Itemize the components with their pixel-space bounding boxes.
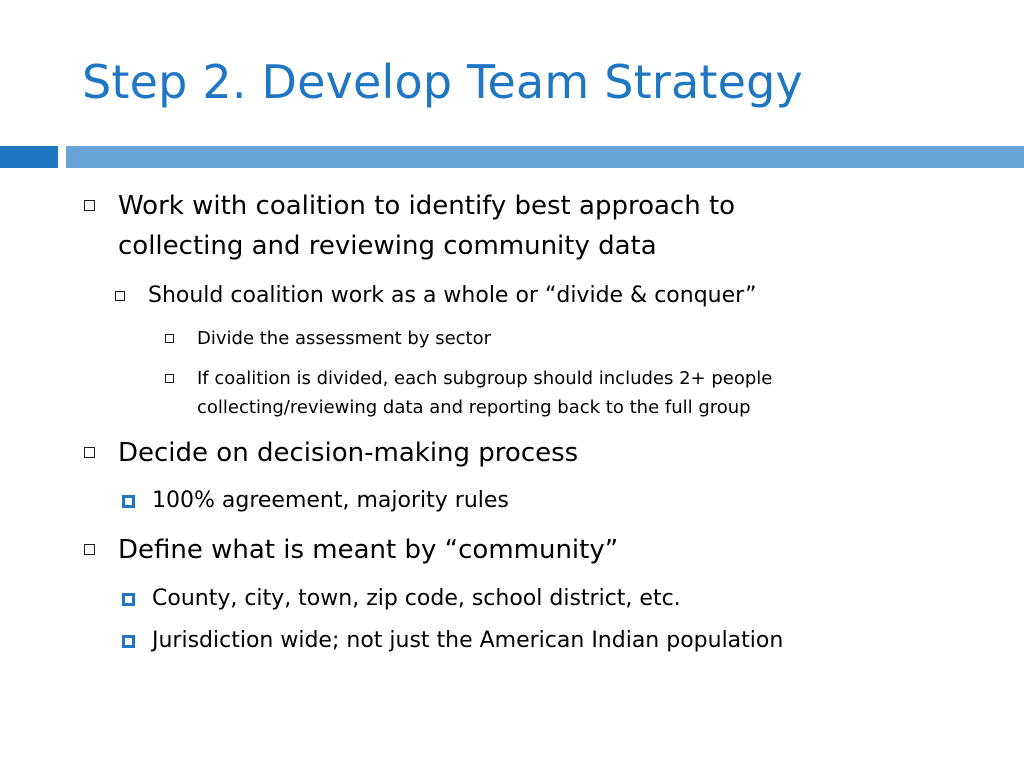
bullet-line: If coalition is divided, each subgroup should includes 2+ people xyxy=(197,368,773,389)
filled-square-bullet-icon xyxy=(122,484,152,518)
bullet-line: 100% agreement, majority rules xyxy=(152,488,509,513)
bullet-line: Work with coalition to identify best approach to xyxy=(118,191,736,221)
hollow-square-bullet-icon xyxy=(84,530,118,570)
bullet-line: Divide the assessment by sector xyxy=(197,328,492,349)
title-underline-bar xyxy=(66,146,1024,168)
hollow-square-bullet-icon xyxy=(165,324,197,353)
bullet-line: Jurisdiction wide; not just the American Indian population xyxy=(152,628,784,653)
filled-square-bullet-icon xyxy=(122,624,152,658)
hollow-square-bullet-icon xyxy=(84,186,118,226)
bullet-line: Decide on decision-making process xyxy=(118,438,579,468)
bullet-text xyxy=(197,324,491,353)
slide-title: Step 2. Develop Team Strategy xyxy=(82,55,803,109)
hollow-square-bullet-icon xyxy=(115,279,148,313)
bullet-text xyxy=(118,530,618,570)
bullet-level2 xyxy=(122,624,783,658)
filled-square-bullet-icon xyxy=(122,582,152,616)
bullet-level2 xyxy=(122,484,509,518)
bullet-line: County, city, town, zip code, school district, etc. xyxy=(152,586,681,611)
bullet-text xyxy=(152,624,783,658)
bullet-level1 xyxy=(84,433,578,473)
bullet-line: Should coalition work as a whole or “divide & conquer” xyxy=(148,283,757,308)
bullet-text xyxy=(152,484,509,518)
bullet-text xyxy=(152,582,681,616)
bullet-text xyxy=(118,186,735,266)
bullet-level3 xyxy=(165,324,491,353)
bullet-text xyxy=(118,433,578,473)
bullet-level2 xyxy=(115,279,757,313)
bullet-text xyxy=(148,279,757,313)
title-underline-accent xyxy=(0,146,58,168)
bullet-level3 xyxy=(165,364,772,422)
bullet-level1 xyxy=(84,186,735,266)
hollow-square-bullet-icon xyxy=(84,433,118,473)
bullet-level2 xyxy=(122,582,681,616)
bullet-line: collecting and reviewing community data xyxy=(118,231,657,261)
bullet-line: Define what is meant by “community” xyxy=(118,535,619,565)
hollow-square-bullet-icon xyxy=(165,364,197,393)
bullet-text xyxy=(197,364,772,422)
bullet-line: collecting/reviewing data and reporting back to the full group xyxy=(197,397,751,418)
bullet-level1 xyxy=(84,530,618,570)
